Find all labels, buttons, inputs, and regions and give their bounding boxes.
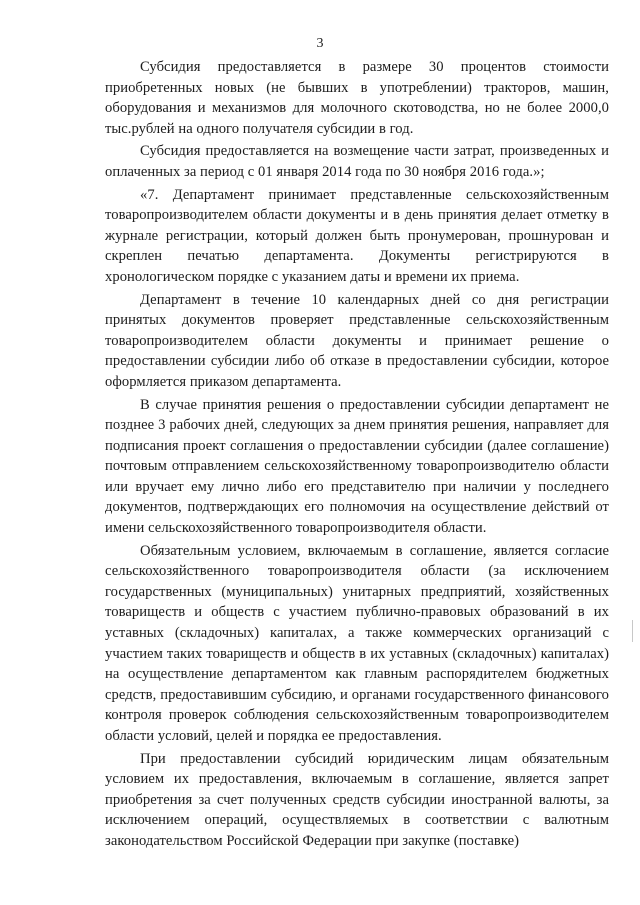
paragraph-mandatory-condition: Обязательным условием, включаемым в соглашение, является согласие сельскохозяйственного товаропроизводителя области (за исключением государственных (муниципальных) унитарных предприятий, хозяйственных товариществ и обществ с участием публично-правовых образований в их уставных (складочных) капиталах, а также коммерческих организаций с участием таких товариществ и обществ в их уставных (складочных) капиталах) на осуществление департаментом как главным распорядителем бюджетных средств, предоставившим субсидию, и органами государственного финансового контроля проверок соблюдения сельскохозяйственным товаропроизводителем области условий, целей и порядка ее предоставления. (105, 542, 609, 744)
paragraph-agreement-sending: В случае принятия решения о предоставлении субсидии департамент не позднее 3 рабочих дней, следующих за днем принятия решения, направляет для подписания проект соглашения о предоставлении субсидии (далее соглашение) почтовым отправлением сельскохозяйственному товаропроизводителю области или вручает ему лично либо его представителю при наличии у последнего документов, подтверждающих его полномочия на осуществление действий от имени сельскохозяйственного товаропроизводителя области. (105, 396, 609, 537)
scan-margin-mark (632, 620, 633, 642)
page-number: 3 (316, 36, 324, 51)
paragraph-subsidy-period: Субсидия предоставляется на возмещение части затрат, произведенных и оплаченных за период с 01 января 2014 года по 30 ноября 2016 года.»; (105, 143, 609, 180)
paragraph-subsidy-amount: Субсидия предоставляется в размере 30 процентов стоимости приобретенных новых (не бывших в употреблении) тракторов, машин, оборудования и механизмов для молочного скотоводства, но не более 2000,0 тыс.рублей на одного получателя субсидии в год. (105, 59, 609, 137)
paragraph-currency-restriction: При предоставлении субсидий юридическим лицам обязательным условием их предоставления, включаемым в соглашение, является запрет приобретения за счет полученных средств субсидии иностранной валюты, за исключением операций, осуществляемых в соответствии с валютным законодательством Российской Федерации при закупке (поставке) (105, 750, 609, 849)
document-body (105, 57, 609, 852)
paragraph-decision-review: Департамент в течение 10 календарных дней со дня регистрации принятых документов проверяет представленные сельскохозяйственным товаропроизводителем области документы и принимает решение о предоставлении субсидии либо об отказе в предоставлении субсидии, которое оформляется приказом департамента. (105, 291, 609, 390)
paragraph-document-registration: «7. Департамент принимает представленные сельскохозяйственным товаропроизводителем области документы и в день принятия делает отметку в журнале регистрации, который должен быть пронумерован, прошнурован и скреплен печатью департамента. Документы регистрируются в хронологическом порядке с указанием даты и времени их приема. (105, 186, 609, 285)
